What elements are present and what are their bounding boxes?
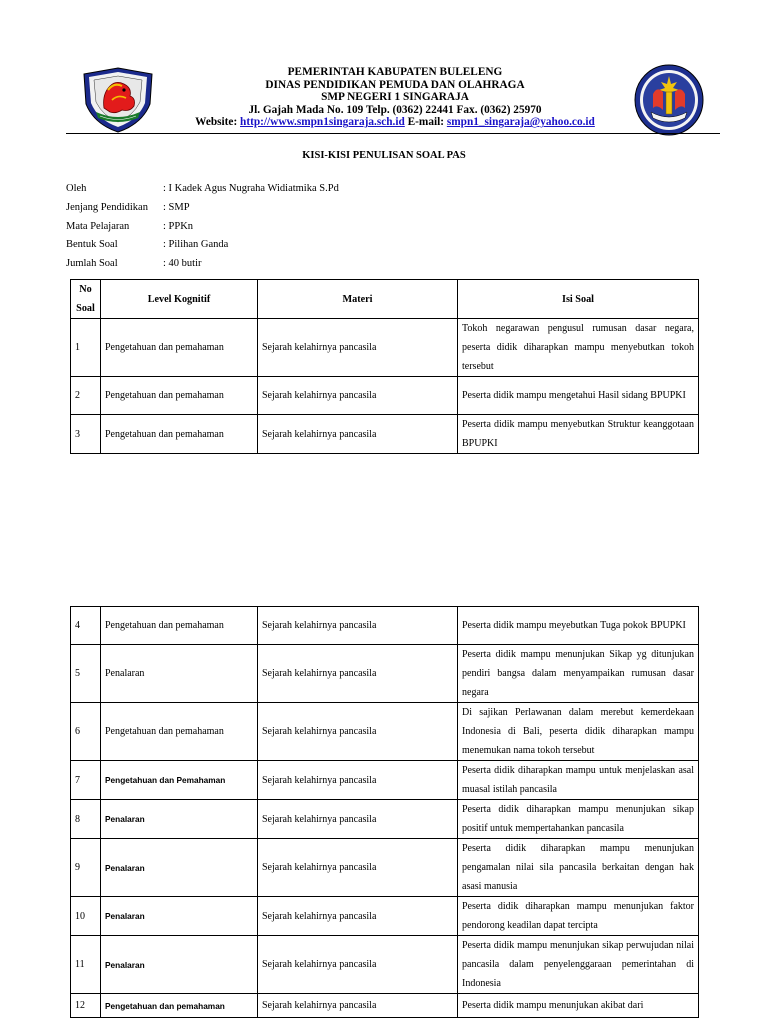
cell-isi <box>458 377 699 415</box>
cell-isi <box>458 897 699 936</box>
table-row <box>71 994 699 1018</box>
cell-level: Pengetahuan dan pemahaman <box>101 415 258 454</box>
meta-value: : 40 butir <box>163 258 202 270</box>
cell-level: Penalaran <box>101 645 258 703</box>
header-soal: Soal <box>76 303 95 314</box>
cell-materi: Sejarah kelahirnya pancasila <box>258 377 458 415</box>
meta-value: : SMP <box>163 201 190 213</box>
cell-level: Pengetahuan dan pemahaman <box>101 994 258 1018</box>
question-grid-table-part2 <box>70 606 699 1018</box>
cell-level: Pengetahuan dan pemahaman <box>101 703 258 761</box>
cell-no: 5 <box>71 645 101 703</box>
cell-no: 9 <box>71 839 101 897</box>
document-title: KISI-KISI PENULISAN SOAL PAS <box>302 150 466 161</box>
cell-no: 12 <box>71 994 101 1018</box>
meta-key: Bentuk Soal <box>66 239 118 251</box>
table-row <box>71 703 699 761</box>
cell-no: 1 <box>71 319 101 377</box>
table-row <box>71 377 699 415</box>
cell-materi: Sejarah kelahirnya pancasila <box>258 415 458 454</box>
cell-isi-text: Peserta didik mampu menyebutkan Struktur keanggotaan BPUPKI <box>462 419 694 449</box>
cell-isi <box>458 645 699 703</box>
meta-value: : PPKn <box>163 220 194 232</box>
cell-isi-text: Di sajikan Perlawanan dalam merebut kemerdekaan Indonesia di Bali, peserta didik diharapkan mampu menemukan nama tokoh tersebut <box>462 707 694 756</box>
cell-no: 7 <box>71 761 101 800</box>
cell-level: Penalaran <box>101 800 258 839</box>
meta-key: Jumlah Soal <box>66 258 118 270</box>
cell-isi <box>458 839 699 897</box>
cell-no: 4 <box>71 607 101 645</box>
meta-row <box>66 239 339 258</box>
table-row <box>71 607 699 645</box>
header-no-soal <box>71 280 101 319</box>
cell-level: Pengetahuan dan pemahaman <box>101 377 258 415</box>
table-row <box>71 936 699 994</box>
cell-isi-text: Peserta didik mampu mengetahui Hasil sidang BPUPKI <box>462 390 686 401</box>
cell-isi <box>458 607 699 645</box>
letterhead <box>160 66 630 129</box>
cell-isi-text: Peserta didik mampu menunjukan sikap perwujudan nilai pancasila dalam penyelenggaraan pemerintahan di Indonesia <box>462 940 694 989</box>
cell-materi: Sejarah kelahirnya pancasila <box>258 839 458 897</box>
header-level-kognitif: Level Kognitif <box>101 280 258 319</box>
cell-no: 8 <box>71 800 101 839</box>
cell-no: 10 <box>71 897 101 936</box>
cell-isi-text: Tokoh negarawan pengusul rumusan dasar negara, peserta didik diharapkan mampu menyebutkan tokoh tersebut <box>462 323 694 372</box>
cell-isi <box>458 761 699 800</box>
cell-isi-text: Peserta didik mampu menunjukan Sikap yg ditunjukan pendiri bangsa dalam menyampaikan rumusan dasar negara <box>462 649 694 698</box>
cell-materi: Sejarah kelahirnya pancasila <box>258 936 458 994</box>
cell-materi: Sejarah kelahirnya pancasila <box>258 607 458 645</box>
letterhead-divider <box>66 133 720 134</box>
cell-level: Penalaran <box>101 936 258 994</box>
cell-isi-text: Peserta didik mampu menunjukan akibat dari <box>462 1000 644 1011</box>
meta-row <box>66 183 339 202</box>
cell-level: Penalaran <box>101 839 258 897</box>
document-meta <box>66 183 339 277</box>
meta-value: : I Kadek Agus Nugraha Widiatmika S.Pd <box>163 183 339 194</box>
email-link[interactable]: smpn1_singaraja@yahoo.co.id <box>446 116 595 129</box>
table-row <box>71 761 699 800</box>
cell-isi <box>458 415 699 454</box>
cell-no: 11 <box>71 936 101 994</box>
meta-row <box>66 258 339 277</box>
buleleng-regency-logo <box>80 66 156 134</box>
meta-key: Jenjang Pendidikan <box>66 201 148 213</box>
cell-level: Pengetahuan dan Pemahaman <box>101 761 258 800</box>
cell-materi: Sejarah kelahirnya pancasila <box>258 319 458 377</box>
cell-isi <box>458 800 699 839</box>
meta-row <box>66 221 339 240</box>
meta-key: Mata Pelajaran <box>66 220 130 232</box>
letterhead-school-name: SMP NEGERI 1 SINGARAJA <box>321 91 469 104</box>
table-header-row <box>71 280 699 319</box>
table-row <box>71 800 699 839</box>
website-label: Website: <box>195 116 241 129</box>
school-logo <box>633 64 705 136</box>
letterhead-department: DINAS PENDIDIKAN PEMUDA DAN OLAHRAGA <box>265 78 525 91</box>
letterhead-address: Jl. Gajah Mada No. 109 Telp. (0362) 22441 Fax. (0362) 25970 <box>248 103 542 116</box>
cell-level: Penalaran <box>101 897 258 936</box>
letterhead-government: PEMERINTAH KABUPATEN BULELENG <box>287 66 503 78</box>
cell-level: Pengetahuan dan pemahaman <box>101 319 258 377</box>
cell-no: 6 <box>71 703 101 761</box>
cell-materi: Sejarah kelahirnya pancasila <box>258 645 458 703</box>
meta-value: : Pilihan Ganda <box>163 239 229 251</box>
cell-isi-text: Peserta didik mampu meyebutkan Tuga pokok BPUPKI <box>462 620 686 631</box>
header-isi-soal: Isi Soal <box>458 280 699 319</box>
cell-isi <box>458 319 699 377</box>
meta-row <box>66 202 339 221</box>
cell-materi: Sejarah kelahirnya pancasila <box>258 761 458 800</box>
cell-materi: Sejarah kelahirnya pancasila <box>258 897 458 936</box>
cell-isi-text: Peserta didik diharapkan mampu menunjukan faktor pendorong keadilan dapat tercipta <box>462 901 694 931</box>
website-link[interactable]: http://www.smpn1singaraja.sch.id <box>240 116 405 129</box>
cell-isi <box>458 936 699 994</box>
table-row <box>71 839 699 897</box>
cell-isi-text: Peserta didik diharapkan mampu untuk menjelaskan asal muasal istilah pancasila <box>462 765 694 795</box>
cell-materi: Sejarah kelahirnya pancasila <box>258 703 458 761</box>
header-materi: Materi <box>258 280 458 319</box>
cell-no: 3 <box>71 415 101 454</box>
table-row <box>71 645 699 703</box>
table-row <box>71 897 699 936</box>
header-no: No <box>79 284 92 295</box>
table-row <box>71 319 699 377</box>
cell-isi <box>458 994 699 1018</box>
cell-isi <box>458 703 699 761</box>
letterhead-contact <box>160 116 630 129</box>
cell-isi-text: Peserta didik diharapkan mampu menunjukan sikap positif untuk mempertahankan pancasila <box>462 804 694 834</box>
question-grid-table-part1 <box>70 279 699 454</box>
cell-materi: Sejarah kelahirnya pancasila <box>258 994 458 1018</box>
meta-key: Oleh <box>66 183 87 194</box>
cell-no: 2 <box>71 377 101 415</box>
cell-isi-text: Peserta didik diharapkan mampu menunjukan pengamalan nilai sila pancasila berkaitan dengan hak asasi manusia <box>462 843 694 892</box>
cell-materi: Sejarah kelahirnya pancasila <box>258 800 458 839</box>
email-label: E-mail: <box>404 116 447 129</box>
cell-level: Pengetahuan dan pemahaman <box>101 607 258 645</box>
table-row <box>71 415 699 454</box>
